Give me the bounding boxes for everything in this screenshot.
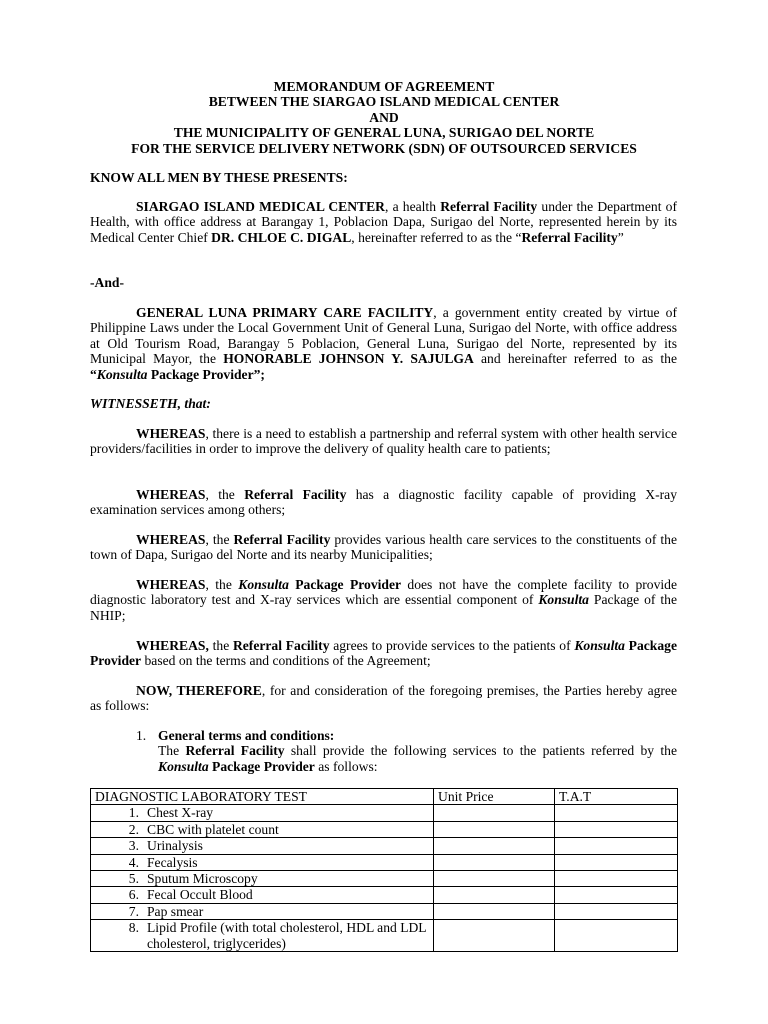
unit-price-cell [434,805,555,821]
unit-price-cell [434,854,555,870]
tat-cell [555,887,678,903]
header-test: DIAGNOSTIC LABORATORY TEST [91,789,434,805]
row-number: 1. [128,805,139,821]
whereas-5-paragraph [90,638,677,669]
table-header-row [91,789,678,805]
document-title [0,79,768,156]
test-cell [91,887,434,903]
whereas-2-paragraph [90,487,677,518]
unit-price-cell [434,838,555,854]
title-line-1: MEMORANDUM OF AGREEMENT [273,79,495,94]
title-line-4: THE MUNICIPALITY OF GENERAL LUNA, SURIGAO DEL NORTE [173,125,595,141]
text: , the [205,577,239,592]
test-cell [91,871,434,887]
text: , for and consideration of the foregoing premises, the Parties hereby agree as follows: [90,683,677,714]
row-number: 4. [128,854,139,870]
table-row [91,854,678,870]
whereas-keyword: WHEREAS [136,577,206,592]
whereas-keyword: WHEREAS, [136,638,209,653]
test-cell [91,903,434,919]
test-name: CBC with platelet count [147,821,279,837]
row-number: 6. [128,887,139,903]
municipal-mayor: HONORABLE JOHNSON Y. SAJULGA [223,351,474,367]
text: has a diagnostic facility capable of providing X-ray examination services among others; [90,487,677,518]
text: , hereinafter referred to as the “ [351,229,522,245]
konsulta-term: Konsulta [238,577,289,592]
now-therefore-keyword: NOW, THEREFORE [136,683,262,698]
referral-facility-term: Referral Facility [521,229,618,245]
konsulta-term: Konsulta [574,638,625,653]
title-line-3: AND [369,109,399,125]
whereas-keyword: WHEREAS [136,487,206,502]
table-row [91,887,678,903]
table-row [91,821,678,837]
text: provides various health care services to the constituents of the town of Dapa, Surigao del Norte and its nearby Municipalities; [90,532,677,563]
and-separator: -And- [90,275,124,290]
witnesseth-heading: WITNESSETH, that: [90,396,211,411]
referral-facility-term: Referral Facility [185,743,285,759]
tat-cell [555,838,678,854]
now-therefore-paragraph [90,683,677,714]
test-name: Lipid Profile (with total cholesterol, HDL and LDL cholesterol, triglycerides) [147,920,427,951]
tat-cell [555,903,678,919]
text: agrees to provide services to the patients of [329,638,575,653]
package-provider-term: Package Provider [288,577,402,592]
party-1-paragraph [90,199,677,245]
konsulta-term: Konsulta [538,592,589,608]
whereas-1-paragraph [90,426,677,457]
table-row [91,805,678,821]
section-1-text [158,743,677,774]
test-cell [91,805,434,821]
test-name: Fecal Occult Blood [147,887,253,903]
tat-cell [555,871,678,887]
test-name: Fecalysis [147,854,198,870]
list-number: 1. [136,728,147,743]
referral-facility-term: Referral Facility [244,487,347,502]
tat-cell [555,805,678,821]
konsulta-term: Konsulta [158,758,209,774]
text: based on the terms and conditions of the Agreement; [141,653,431,669]
test-cell [91,854,434,870]
know-all-men-heading: KNOW ALL MEN BY THESE PRESENTS: [90,170,348,185]
text: Package of the NHIP; [90,592,677,623]
table-row [91,903,678,919]
test-name: Chest X-ray [147,805,214,821]
test-cell [91,920,434,952]
unit-price-cell [434,903,555,919]
diagnostic-test-table [90,788,678,952]
header-tat: T.A.T [555,789,678,805]
title-line-2: BETWEEN THE SIARGAO ISLAND MEDICAL CENTER [208,94,560,110]
party-1-name: SIARGAO ISLAND MEDICAL CENTER [136,199,385,214]
text: the [208,638,233,653]
text: shall provide the following services to the patients referred by the [284,743,677,759]
table-row [91,838,678,854]
text: ” [617,229,624,245]
unit-price-cell [434,920,555,952]
package-provider-term: Package Provider”; [147,366,265,382]
row-number: 3. [128,838,139,854]
tat-cell [555,920,678,952]
party-2-name: GENERAL LUNA PRIMARY CARE FACILITY [136,305,434,320]
test-name: Sputum Microscopy [147,871,258,887]
referral-facility-term: Referral Facility [233,532,331,547]
table-row [91,920,678,952]
test-name: Urinalysis [147,838,203,854]
whereas-keyword: WHEREAS [136,426,206,441]
referral-facility-term: Referral Facility [440,199,538,214]
unit-price-cell [434,821,555,837]
text: and hereinafter referred to as the [473,351,677,367]
title-line-5: FOR THE SERVICE DELIVERY NETWORK (SDN) OF OUTSOURCED SERVICES [131,140,637,156]
text: as follows: [314,758,378,774]
text: , the [205,532,234,547]
medical-center-chief: DR. CHLOE C. DIGAL [211,229,352,245]
text: does not have the complete facility to provide diagnostic laboratory test and X-ray services which are essential component of [90,577,677,608]
row-number: 7. [128,903,139,919]
whereas-keyword: WHEREAS [136,532,206,547]
package-provider-term: Package Provider [208,758,315,774]
test-name: Pap smear [147,903,204,919]
text: , the [205,487,245,502]
whereas-3-paragraph [90,532,677,563]
row-number: 2. [128,821,139,837]
row-number: 8. [128,920,139,936]
row-number: 5. [128,871,139,887]
table-row [91,871,678,887]
tat-cell [555,854,678,870]
whereas-4-paragraph [90,577,677,623]
test-cell [91,838,434,854]
package-provider-term: Package Provider [90,638,677,669]
text: , there is a need to establish a partnership and referral system with other health service providers/facilities in order to improve the delivery of quality health care to patients; [90,426,677,457]
unit-price-cell [434,887,555,903]
konsulta-term: Konsulta [96,366,148,382]
unit-price-cell [434,871,555,887]
header-unit-price: Unit Price [434,789,555,805]
text: , a health [384,199,441,214]
text: “ [90,366,97,382]
referral-facility-term: Referral Facility [232,638,330,653]
section-1-heading: General terms and conditions: [158,728,335,743]
test-cell [91,821,434,837]
text: The [158,743,186,759]
text: , a government entity created by virtue of Philippine Laws under the Local Government Unit of General Luna, Surigao del Norte, with office address at Old Tourism Road, Barangay 5 Poblacion, General Luna, Surigao del Norte, represented by its Municipal Mayor, the [90,305,677,367]
party-2-paragraph [90,305,677,382]
section-1-list-item [136,728,677,774]
text: under the Department of Health, with office address at Barangay 1, Poblacion Dapa, Surigao del Norte, represented herein by its Medical Center Chief [90,199,677,245]
tat-cell [555,821,678,837]
